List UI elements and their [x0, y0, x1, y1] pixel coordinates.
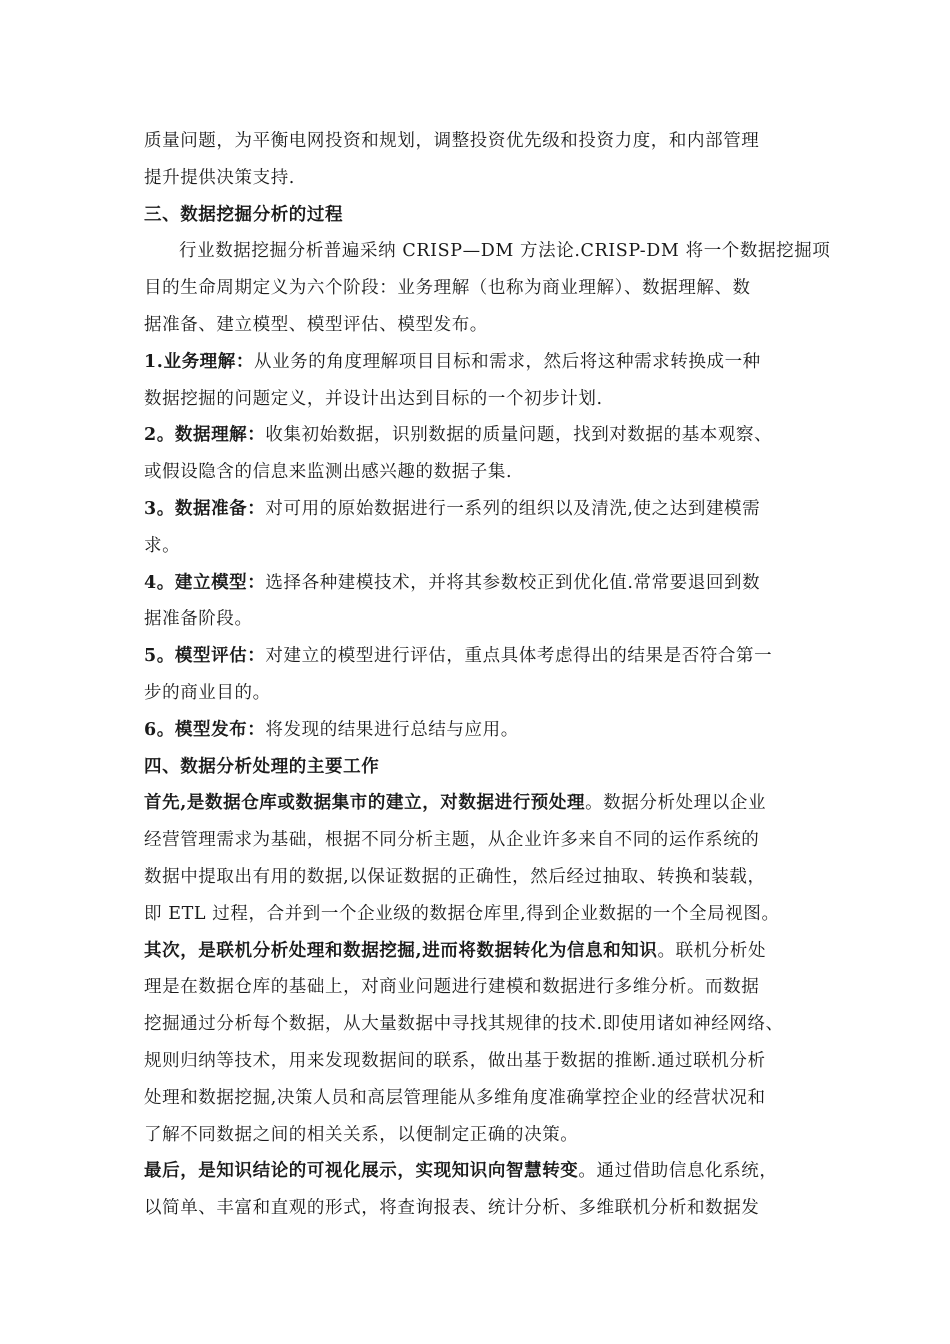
section-3-para-line-3: 据准备、建立模型、模型评估、模型发布。	[144, 314, 488, 335]
section-3-para-line-1: 行业数据挖掘分析普遍采纳 CRISP—DM 方法论.CRISP-DM 将一个数据挖掘项	[179, 241, 831, 262]
section-3-para-line-2: 目的生命周期定义为六个阶段：业务理解（也称为商业理解）、数据理解、数	[144, 278, 751, 299]
para-2-line-5: 处理和数据挖掘,决策人员和高层管理能从多维角度准确掌控企业的经营状况和	[144, 1087, 766, 1108]
para-3-rest: 。通过借助信息化系统，	[578, 1161, 778, 1182]
step-5-text: 对建立的模型进行评估，重点具体考虑得出的结果是否符合第一	[265, 646, 773, 667]
step-1-text: 从业务的角度理解项目目标和需求，然后将这种需求转换成一种	[253, 351, 761, 372]
step-2-line-1	[144, 417, 816, 454]
para-3-line-2: 以简单、丰富和直观的形式，将查询报表、统计分析、多维联机分析和数据发	[144, 1198, 760, 1219]
step-6-line-1	[144, 712, 816, 749]
step-2-label: 2。数据理解：	[144, 425, 266, 446]
para-1-line-2: 经营管理需求为基础，根据不同分析主题，从企业许多来自不同的运作系统的	[144, 830, 760, 851]
para-2-bold: 其次，是联机分析处理和数据挖掘,进而将数据转化为信息和知识	[144, 940, 658, 961]
step-1-line-1	[144, 344, 816, 381]
step-6-label: 6。模型发布：	[144, 719, 266, 740]
step-1-line-2: 数据挖掘的问题定义，并设计出达到目标的一个初步计划.	[144, 388, 603, 409]
step-1-label: 1.业务理解：	[144, 351, 254, 372]
step-2-line-2: 或假设隐含的信息来监测出感兴趣的数据子集.	[144, 462, 513, 483]
para-2-line-2: 理是在数据仓库的基础上，对商业问题进行建模和数据进行多维分析。而数据	[144, 977, 760, 998]
para-2-line-3: 挖掘通过分析每个数据，从大量数据中寻找其规律的技术.即使用诸如神经网络、	[144, 1014, 784, 1035]
step-3-line-2: 求。	[144, 535, 181, 556]
para-3-bold: 最后，是知识结论的可视化展示，实现知识向智慧转变	[144, 1161, 579, 1182]
step-5-line-1	[144, 638, 816, 675]
para-2-rest: 。联机分析处	[657, 940, 767, 961]
step-5-line-2: 步的商业目的。	[144, 682, 271, 703]
step-4-line-2: 据准备阶段。	[144, 609, 253, 630]
para-1-line-1	[144, 785, 816, 822]
section-3-heading: 三、数据挖掘分析的过程	[144, 204, 344, 225]
para-2-line-4: 规则归纳等技术，用来发现数据间的联系，做出基于数据的推断.通过联机分析	[144, 1050, 766, 1071]
para-2-line-6: 了解不同数据之间的相关关系，以便制定正确的决策。	[144, 1124, 579, 1145]
step-3-line-1	[144, 491, 816, 528]
para-1-line-4: 即 ETL 过程，合并到一个企业级的数据仓库里,得到企业数据的一个全局视图。	[144, 903, 780, 924]
para-3-line-1	[144, 1153, 816, 1190]
section-4-heading: 四、数据分析处理的主要工作	[144, 756, 380, 777]
para-1-line-3: 数据中提取出有用的数据,以保证数据的正确性，然后经过抽取、转换和装载，	[144, 866, 766, 887]
document-page	[144, 123, 831, 1227]
intro-line-2: 提升提供决策支持.	[144, 167, 295, 188]
para-1-bold: 首先,是数据仓库或数据集市的建立，对数据进行预处理	[144, 793, 586, 814]
intro-line-1: 质量问题，为平衡电网投资和规划，调整投资优先级和投资力度，和内部管理	[144, 131, 760, 151]
step-4-text: 选择各种建模技术，并将其参数校正到优化值.常常要退回到数	[265, 572, 761, 593]
para-2-line-1	[144, 933, 816, 970]
step-6-text: 将发现的结果进行总结与应用。	[265, 719, 519, 740]
step-3-label: 3。数据准备：	[144, 498, 266, 519]
step-4-label: 4。建立模型：	[144, 572, 266, 593]
para-1-rest: 。数据分析处理以企业	[585, 793, 767, 814]
step-2-text: 收集初始数据，识别数据的质量问题，找到对数据的基本观察、	[265, 425, 773, 446]
step-4-line-1	[144, 565, 816, 602]
step-5-label: 5。模型评估：	[144, 646, 266, 667]
step-3-text: 对可用的原始数据进行一系列的组织以及清洗,使之达到建模需	[265, 498, 761, 519]
